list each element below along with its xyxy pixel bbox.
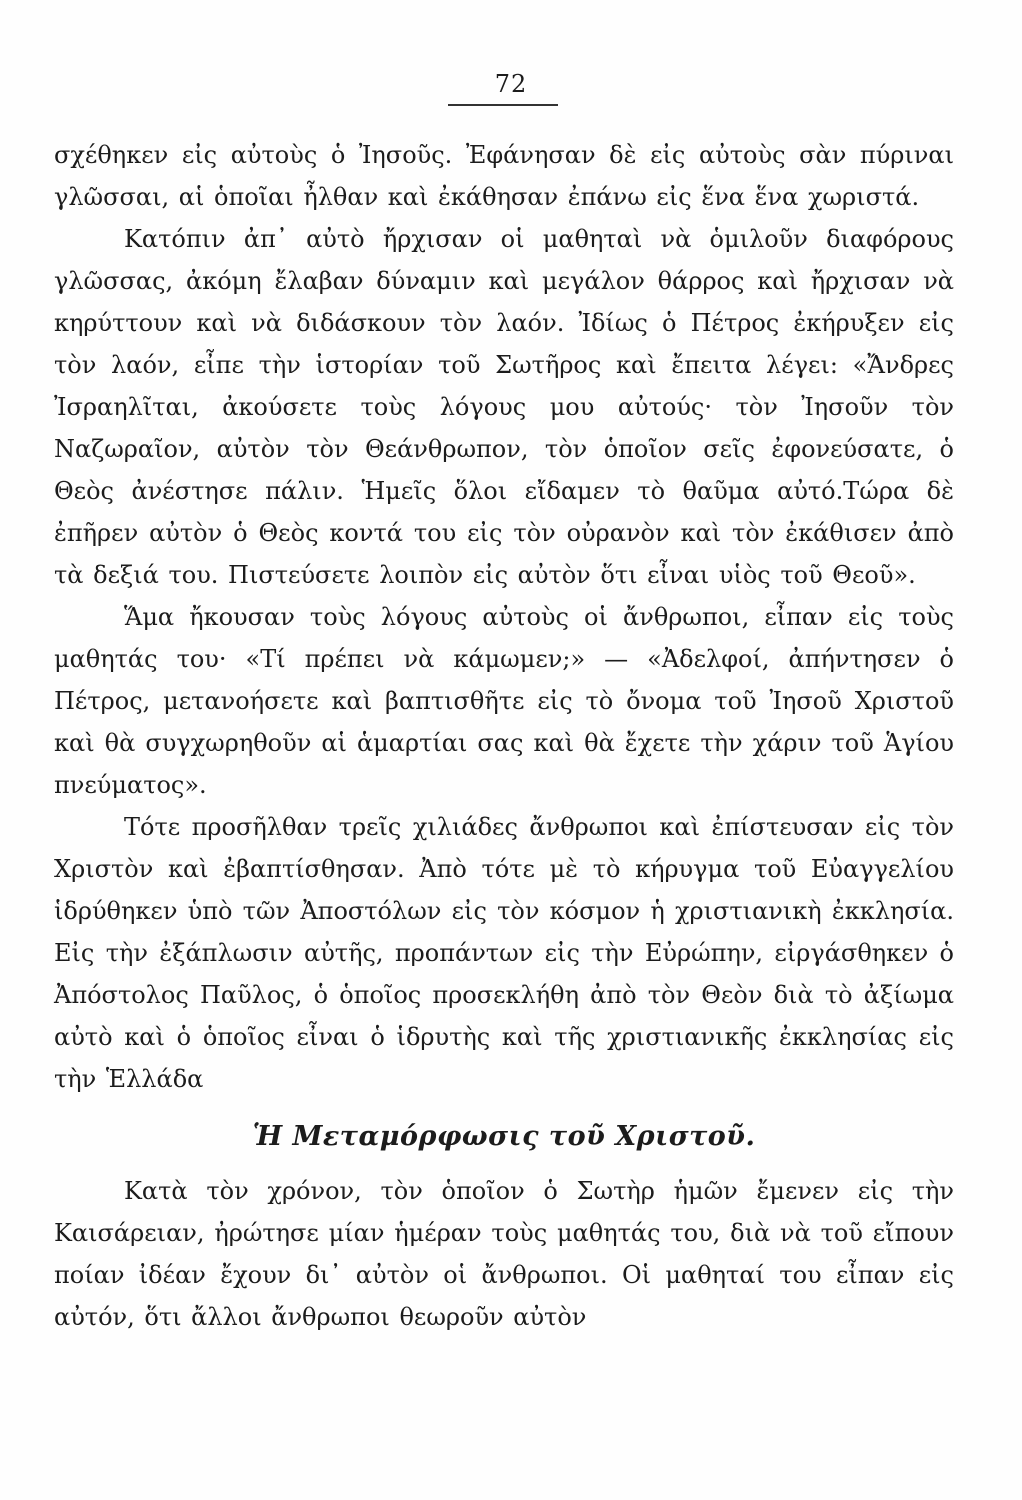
page-number-underline bbox=[448, 104, 558, 106]
body-text bbox=[54, 134, 954, 1338]
paragraph-transfiguration: Κατὰ τὸν χρόνον, τὸν ὁποῖον ὁ Σωτὴρ ἡμῶν ἔμενεν εἰς τὴν Καισάρειαν, ἠρώτησε μίαν ἡμέραν τοὺς μαθητάς του, διὰ νὰ τοῦ εἴπουν ποίαν ἰδέαν ἔχουν δι᾿ αὐτὸν οἱ ἄνθρωποι. Οἱ μαθηταί του εἶπαν εἰς αὐτόν, ὅτι ἄλλοι ἄνθρωποι θεωροῦν αὐτὸν bbox=[54, 1177, 954, 1331]
paragraph-continuation: σχέθηκεν εἰς αὐτοὺς ὁ Ἰησοῦς. Ἐφάνησαν δὲ εἰς αὐτοὺς σὰν πύριναι γλῶσσαι, αἱ ὁποῖαι ἦλθαν καὶ ἐκάθησαν ἐπάνω εἰς ἕνα ἕνα χωριστά. bbox=[54, 141, 954, 211]
section-heading: Ἡ Μεταμόρφωσις τοῦ Χριστοῦ. bbox=[252, 1121, 756, 1152]
paragraph-repentance: Ἅμα ἤκουσαν τοὺς λόγους αὐτοὺς οἱ ἄνθρωποι, εἶπαν εἰς τοὺς μαθητάς του· «Τί πρέπει νὰ κάμωμεν;» — «Ἀδελφοί, ἀπήντησεν ὁ Πέτρος, μετανοήσετε καὶ βαπτισθῆτε εἰς τὸ ὄνομα τοῦ Ἰησοῦ Χριστοῦ καὶ θὰ συγχωρηθοῦν αἱ ἁμαρτίαι σας καὶ θὰ ἔχετε τὴν χάριν τοῦ Ἁγίου πνεύματος». bbox=[54, 603, 954, 799]
paragraph-peter-sermon: Κατόπιν ἀπ᾿ αὐτὸ ἤρχισαν οἱ μαθηταὶ νὰ ὁμιλοῦν διαφόρους γλῶσσας, ἀκόμη ἔλαβαν δύναμιν καὶ μεγάλον θάρρος καὶ ἤρχισαν νὰ κηρύττουν καὶ νὰ διδάσκουν τὸν λαόν. Ἰδίως ὁ Πέτρος ἐκήρυξεν εἰς τὸν λαόν, εἶπε τὴν ἱστορίαν τοῦ Σωτῆρος καὶ ἔπειτα λέγει: «Ἄνδρες Ἰσραηλῖται, ἀκούσετε τοὺς λόγους μου αὐτούς· τὸν Ἰησοῦν τὸν Ναζωραῖον, αὐτὸν τὸν Θεάνθρωπον, τὸν ὁποῖον σεῖς ἐφονεύσατε, ὁ Θεὸς ἀνέστησε πάλιν. Ἡμεῖς ὅλοι εἴδαμεν τὸ θαῦμα αὐτό.Τώρα δὲ ἐπῆρεν αὐτὸν ὁ Θεὸς κοντά του εἰς τὸν οὐρανὸν καὶ τὸν ἐκάθισεν ἀπὸ τὰ δεξιά του. Πιστεύσετε λοιπὸν εἰς αὐτὸν ὅτι εἶναι υἱὸς τοῦ Θεοῦ». bbox=[54, 225, 954, 589]
paragraph-church-founding: Τότε προσῆλθαν τρεῖς χιλιάδες ἄνθρωποι καὶ ἐπίστευσαν εἰς τὸν Χριστὸν καὶ ἐβαπτίσθησαν. Ἀπὸ τότε μὲ τὸ κήρυγμα τοῦ Εὐαγγελίου ἱδρύθηκεν ὑπὸ τῶν Ἀποστόλων εἰς τὸν κόσμον ἡ χριστιανικὴ ἐκκλησία. Εἰς τὴν ἐξάπλωσιν αὐτῆς, προπάντων εἰς τὴν Εὐρώπην, εἰργάσθηκεν ὁ Ἀπόστολος Παῦλος, ὁ ὁποῖος προσεκλήθη ἀπὸ τὸν Θεὸν διὰ τὸ ἀξίωμα αὐτὸ καὶ ὁ ὁποῖος εἶναι ὁ ἱδρυτὴς καὶ τῆς χριστιανικῆς ἐκκλησίας εἰς τὴν Ἑλλάδα bbox=[54, 813, 954, 1093]
page-number: 72 bbox=[494, 70, 528, 98]
